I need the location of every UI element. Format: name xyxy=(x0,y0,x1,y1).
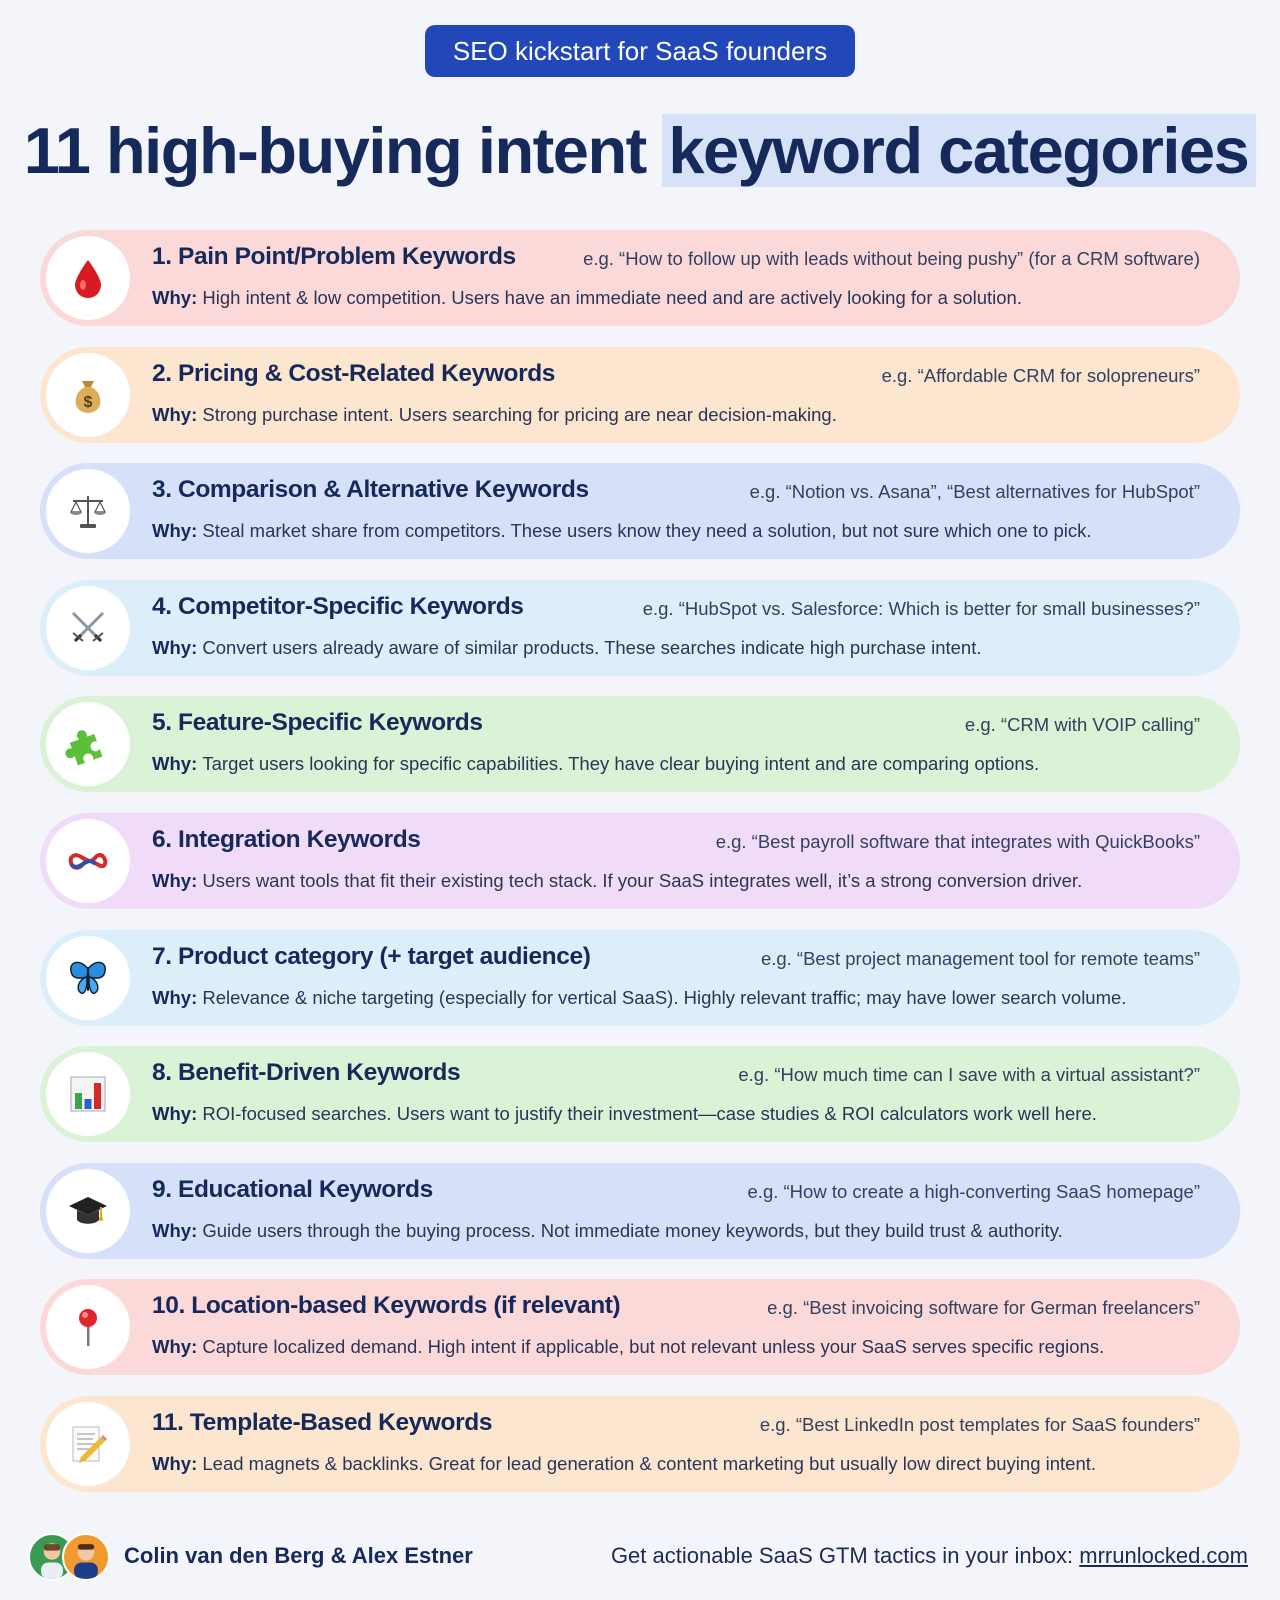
newsletter-link[interactable]: mrrunlocked.com xyxy=(1079,1543,1248,1568)
why-text: Strong purchase intent. Users searching for pricing are near decision-making. xyxy=(202,403,837,425)
why-text: ROI-focused searches. Users want to justify their investment—case studies & ROI calculators work well here. xyxy=(202,1103,1097,1125)
category-example: e.g. “CRM with VOIP calling” xyxy=(964,714,1200,736)
puzzle-piece-icon xyxy=(46,702,130,786)
category-card xyxy=(40,813,1240,909)
category-name: 6. Integration Keywords xyxy=(152,825,421,853)
svg-text:$: $ xyxy=(83,393,93,411)
why-text: Steal market share from competitors. These users know they need a solution, but not sure which one to pick. xyxy=(202,520,1092,542)
why-text: Capture localized demand. High intent if applicable, but not relevant unless your SaaS serves specific regions. xyxy=(202,1336,1105,1358)
category-why: Why: Target users looking for specific capabilities. They have clear buying intent and are comparing options. xyxy=(152,753,1040,775)
balance-scale-icon xyxy=(46,469,130,553)
category-card xyxy=(40,1279,1240,1375)
why-label: Why xyxy=(152,1219,192,1241)
why-label: Why xyxy=(152,1452,192,1474)
why-label: Why xyxy=(152,986,192,1008)
author-names: Colin van den Berg & Alex Estner xyxy=(124,1543,473,1568)
why-label: Why xyxy=(152,753,192,775)
why-label: Why xyxy=(152,520,192,542)
category-list xyxy=(40,230,1240,1513)
why-text: Relevance & niche targeting (especially for vertical SaaS). Highly relevant traffic; may have lower search volume. xyxy=(202,986,1127,1008)
why-label: Why xyxy=(152,403,192,425)
category-example: e.g. “Best invoicing software for German freelancers” xyxy=(767,1297,1200,1319)
category-card xyxy=(40,696,1240,792)
newsletter-cta xyxy=(611,1543,1248,1569)
footer xyxy=(0,1525,1280,1585)
category-why: Why: High intent & low competition. Users have an immediate need and are actively looking for a solution. xyxy=(152,287,1022,308)
category-why: Why: Convert users already aware of similar products. These searches indicate high purchase intent. xyxy=(152,636,982,658)
category-name: 11. Template-Based Keywords xyxy=(152,1408,493,1436)
why-text: Convert users already aware of similar products. These searches indicate high purchase intent. xyxy=(202,636,982,658)
why-text: High intent & low competition. Users have an immediate need and are actively looking for a solution. xyxy=(202,287,1022,308)
why-label: Why xyxy=(152,287,192,308)
category-why: Why: Strong purchase intent. Users searching for pricing are near decision-making. xyxy=(152,403,837,425)
title-highlight: keyword categories xyxy=(662,114,1256,187)
category-why: Why: Users want tools that fit their existing tech stack. If your SaaS integrates well, it’s a strong conversion driver. xyxy=(152,869,1083,891)
category-card xyxy=(40,1396,1240,1492)
category-name: 5. Feature-Specific Keywords xyxy=(152,709,483,737)
category-card xyxy=(40,230,1240,326)
category-why: Why: Guide users through the buying process. Not immediate money keywords, but they build trust & authority. xyxy=(152,1219,1063,1241)
category-name: 4. Competitor-Specific Keywords xyxy=(152,592,524,620)
knot-icon xyxy=(46,819,130,903)
category-example: e.g. “How to follow up with leads without being pushy” (for a CRM software) xyxy=(583,248,1200,269)
bar-chart-icon xyxy=(46,1052,130,1136)
page-title xyxy=(0,108,1280,194)
why-label: Why xyxy=(152,636,192,658)
category-why: Why: ROI-focused searches. Users want to justify their investment—case studies & ROI calculators work well here. xyxy=(152,1103,1097,1125)
why-text: Lead magnets & backlinks. Great for lead generation & content marketing but usually low direct buying intent. xyxy=(202,1452,1097,1474)
category-name: 8. Benefit-Driven Keywords xyxy=(152,1059,461,1087)
drop-of-blood-icon xyxy=(46,236,130,320)
category-card xyxy=(40,1163,1240,1259)
category-example: e.g. “How to create a high-converting SaaS homepage” xyxy=(747,1180,1200,1202)
title-part-1: 11 high-buying intent xyxy=(23,114,646,187)
category-card xyxy=(40,580,1240,676)
category-name: 2. Pricing & Cost-Related Keywords xyxy=(152,359,555,387)
memo-pencil-icon xyxy=(46,1402,130,1486)
category-why: Why: Lead magnets & backlinks. Great for lead generation & content marketing but usually low direct buying intent. xyxy=(152,1452,1097,1474)
graduation-cap-icon xyxy=(46,1169,130,1253)
round-pushpin-icon xyxy=(46,1285,130,1369)
why-text: Target users looking for specific capabilities. They have clear buying intent and are comparing options. xyxy=(202,753,1040,775)
money-bag-icon xyxy=(46,353,130,437)
category-why: Why: Steal market share from competitors. These users know they need a solution, but not sure which one to pick. xyxy=(152,520,1092,542)
category-example: e.g. “Best payroll software that integrates with QuickBooks” xyxy=(715,830,1200,852)
category-name: 3. Comparison & Alternative Keywords xyxy=(152,476,589,504)
butterfly-icon xyxy=(46,936,130,1020)
category-why: Why: Capture localized demand. High intent if applicable, but not relevant unless your SaaS serves specific regions. xyxy=(152,1336,1105,1358)
category-example: e.g. “Best project management tool for remote teams” xyxy=(760,947,1200,969)
category-name: 1. Pain Point/Problem Keywords xyxy=(152,243,516,270)
why-text: Guide users through the buying process. Not immediate money keywords, but they build trust & authority. xyxy=(202,1219,1063,1241)
category-card xyxy=(40,930,1240,1026)
category-name: 7. Product category (+ target audience) xyxy=(152,942,591,970)
category-card xyxy=(40,463,1240,559)
category-example: e.g. “Affordable CRM for solopreneurs” xyxy=(881,364,1200,386)
category-example: e.g. “Best LinkedIn post templates for SaaS founders” xyxy=(759,1413,1200,1435)
avatar-alex xyxy=(62,1533,110,1581)
why-label: Why xyxy=(152,1103,192,1125)
crossed-swords-icon xyxy=(46,586,130,670)
cta-text: Get actionable SaaS GTM tactics in your inbox: xyxy=(610,1543,1074,1568)
why-text: Users want tools that fit their existing tech stack. If your SaaS integrates well, it’s a strong conversion driver. xyxy=(202,869,1083,891)
category-why: Why: Relevance & niche targeting (especially for vertical SaaS). Highly relevant traffic; may have lower search volume. xyxy=(152,986,1127,1008)
category-card xyxy=(40,347,1240,443)
category-name: 10. Location-based Keywords (if relevant) xyxy=(152,1292,621,1320)
why-label: Why xyxy=(152,869,192,891)
category-name: 9. Educational Keywords xyxy=(152,1175,433,1203)
category-example: e.g. “HubSpot vs. Salesforce: Which is better for small businesses?” xyxy=(642,597,1200,619)
author-avatars xyxy=(28,1533,112,1583)
category-example: e.g. “How much time can I save with a virtual assistant?” xyxy=(738,1064,1200,1086)
why-label: Why xyxy=(152,1336,192,1358)
category-example: e.g. “Notion vs. Asana”, “Best alternatives for HubSpot” xyxy=(749,481,1200,503)
category-card xyxy=(40,1046,1240,1142)
topic-badge: SEO kickstart for SaaS founders xyxy=(425,25,855,77)
